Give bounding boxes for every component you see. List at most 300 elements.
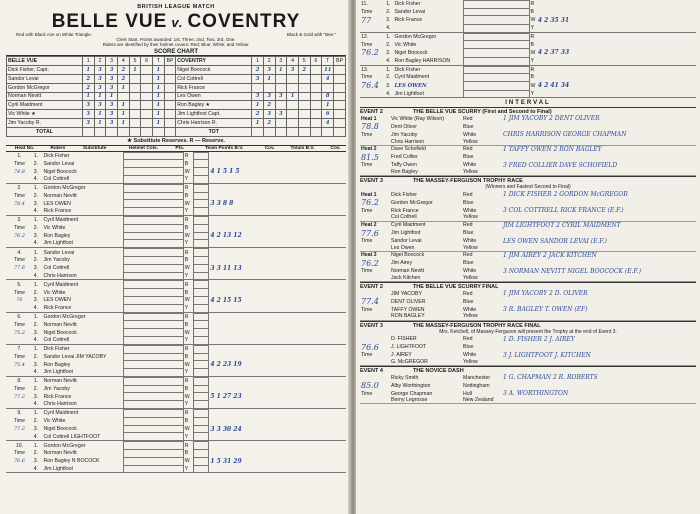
substitute-cell	[124, 281, 184, 289]
substitute-cell	[463, 33, 529, 41]
helmet-colour: B	[184, 160, 189, 167]
event-rider-name: Fred Collier	[391, 154, 418, 161]
heat-number: 6.	[17, 313, 22, 320]
points-cell	[193, 168, 209, 176]
home-team-label: BELLE VUE	[7, 57, 83, 66]
gate-number: 1.	[33, 281, 39, 288]
heat-result-note	[209, 160, 346, 168]
helmet-colour: R	[530, 66, 535, 73]
home-score-cell: 3	[106, 66, 118, 75]
away-score-cell	[287, 110, 299, 119]
event-rider-name: JIM YACOBY	[391, 290, 422, 297]
heat-result-note: 4 2 37 33	[537, 49, 570, 57]
event-heat	[360, 252, 696, 282]
gate-number: 3.	[386, 17, 391, 24]
rider-name: Jim Lightfoot	[43, 369, 73, 376]
home-score-cell	[141, 110, 153, 119]
heat-rider-row	[6, 336, 346, 344]
time-label: Time	[13, 353, 25, 360]
gate-number: 2.	[33, 353, 39, 360]
event-rider-row	[360, 259, 696, 268]
away-score-cell	[298, 118, 310, 127]
gate-number: 1.	[386, 66, 391, 73]
heat-result-note	[209, 208, 346, 216]
event-header	[360, 176, 696, 184]
heat-rider-row	[6, 240, 346, 248]
event-rider-row	[360, 153, 696, 162]
event-result: LES OWEN SANDOR LEVAI (E.F.)	[503, 237, 607, 245]
event-heat-label: Heat 1	[361, 191, 377, 198]
heat-table-header	[6, 145, 346, 152]
away-score-cell	[298, 110, 310, 119]
event-rider-colour: Blue	[463, 298, 474, 305]
time-label: Time	[13, 160, 25, 167]
heat-time: 76	[16, 297, 23, 304]
heat-result-note	[209, 313, 346, 321]
heat-result-note	[209, 184, 346, 192]
event-header	[360, 366, 696, 374]
event-rider-colour: Yellow	[463, 138, 478, 145]
away-col-6: 6	[310, 57, 322, 66]
heat-time: 75.4	[13, 361, 25, 368]
gate-number: 1.	[33, 185, 39, 192]
event-rider-row	[360, 306, 696, 313]
away-col-4: 4	[287, 57, 299, 66]
heat-rider-row	[6, 192, 346, 200]
heat-spacer	[360, 138, 390, 145]
event-rider-name: Nigel Boocock	[391, 252, 425, 259]
heat-spacer	[6, 304, 33, 312]
event-rider-colour: Blue	[463, 123, 474, 130]
heat-result-note	[209, 289, 346, 297]
away-score-cell	[287, 101, 299, 110]
event-rider-row	[360, 229, 696, 238]
total-cell	[334, 127, 346, 136]
event-rider-row	[360, 131, 696, 138]
heat-spacer	[6, 369, 33, 377]
away-score-cell	[298, 75, 310, 84]
away-col-BP: BP	[334, 57, 346, 66]
event-result	[502, 122, 696, 131]
event-rider-name: DENT OLIVER	[391, 298, 426, 305]
home-score-cell	[129, 75, 141, 84]
event-heat-time: 76.6	[361, 342, 379, 352]
event-rider-colour: White	[463, 306, 477, 313]
away-score-cell	[334, 92, 346, 101]
substitute-cell	[124, 465, 184, 473]
heat-rider-row	[6, 216, 346, 224]
home-score-cell	[164, 118, 176, 127]
event-rider-row	[360, 245, 696, 252]
event-rider-name: Col Cottrell	[391, 214, 417, 221]
helmet-colour: B	[184, 192, 189, 199]
time-label: Time	[13, 450, 25, 457]
heat-spacer	[360, 214, 390, 221]
points-cell	[193, 272, 209, 280]
event-heat-time: 81.5	[361, 152, 379, 162]
event-result: CHRIS HARRISON GEORGE CHAPMAN	[503, 131, 627, 139]
event-rider-row	[360, 343, 696, 352]
home-score-cell	[141, 83, 153, 92]
heat-rider-row	[6, 361, 346, 369]
away-rider-name: Les Owen	[176, 92, 252, 101]
event-label: EVENT 3	[360, 322, 383, 329]
heat-header-cell: Cov.	[330, 145, 341, 151]
heat-result-note	[209, 304, 346, 312]
time-label: Time	[13, 321, 25, 328]
heat-result-note	[209, 401, 346, 409]
time-label: Time	[361, 352, 373, 359]
time-label: Time	[361, 41, 373, 48]
helmet-colour: W	[184, 232, 190, 239]
away-score-cell: 3	[275, 110, 287, 119]
event-result: 1 JIM AIREY 2 JACK KITCHEN	[503, 251, 597, 259]
gate-number: 1.	[33, 313, 39, 320]
home-score-cell	[129, 92, 141, 101]
event-rider-name: G. McGREGOR	[391, 358, 428, 365]
rider-name	[393, 25, 463, 33]
time-label: Time	[13, 418, 25, 425]
points-cell	[193, 152, 209, 160]
home-score-cell	[129, 101, 141, 110]
event-heat	[360, 146, 696, 176]
home-score-cell: 3	[106, 110, 118, 119]
event-label: EVENT 2	[360, 284, 383, 291]
away-score-cell: 1	[275, 66, 287, 75]
gate-number: 4.	[386, 58, 391, 65]
rider-name: Rick France	[394, 17, 423, 24]
event-rider-row	[360, 122, 696, 131]
helmet-colour: W	[184, 393, 190, 400]
event-rider-colour: Yellow	[463, 244, 478, 251]
heat-block	[6, 152, 346, 184]
heat-result-note	[209, 240, 346, 248]
event-rider-row	[360, 138, 696, 145]
rider-name: Norman Nevitt	[43, 321, 77, 328]
away-score-cell: 3	[252, 92, 264, 101]
heat-header-cell: Pts.	[175, 145, 185, 151]
score-chart-row	[7, 66, 346, 75]
event-rider-name: Jim Lightfoot	[391, 230, 421, 237]
heat-result-note	[209, 465, 346, 473]
gate-number: 2.	[33, 160, 39, 167]
event-rider-name: Ron Bagley	[391, 168, 418, 175]
points-cell	[193, 457, 209, 465]
helmet-colour: R	[184, 249, 189, 256]
helmet-colour: Y	[184, 465, 189, 472]
heat-rider-row	[6, 425, 346, 433]
home-rider-name: Sandor Levai	[7, 75, 83, 84]
substitute-cell	[124, 256, 184, 264]
points-cell	[193, 321, 209, 329]
heat-result-note: 4 2 35 31	[537, 16, 570, 24]
event-rider-colour: Red	[463, 290, 473, 297]
event-heat-label: Heat 1	[361, 115, 377, 122]
heat-result-note	[209, 152, 346, 160]
event-rider-row	[360, 336, 696, 343]
away-score-cell	[334, 83, 346, 92]
heat-result-note	[209, 353, 346, 361]
points-cell	[193, 208, 209, 216]
gate-number: 2.	[33, 257, 39, 264]
event-result	[502, 153, 696, 162]
heat-result-note	[537, 33, 696, 41]
heat-rider-row	[6, 289, 346, 297]
event-result	[502, 381, 696, 390]
score-chart-row	[7, 118, 346, 127]
points-cell	[193, 224, 209, 232]
event-result: 3 NORMAN NEVITT NIGEL BOOCOCK (E.F.)	[503, 267, 642, 275]
away-colours: Black & Gold with "Bee."	[287, 32, 336, 37]
points-cell	[193, 377, 209, 385]
away-col-2: 2	[263, 57, 275, 66]
heat-result-note	[209, 345, 346, 353]
heat-rider-row	[6, 393, 346, 401]
heat-rider-row	[360, 8, 696, 16]
heat-result-note	[537, 25, 696, 33]
event-rider-colour: Manchester	[463, 374, 491, 381]
rider-name: Vic White	[394, 41, 417, 48]
heat-rider-row	[360, 48, 696, 57]
home-score-cell	[164, 83, 176, 92]
rider-name: Cyril Maidment	[43, 410, 79, 417]
home-score-cell	[164, 101, 176, 110]
away-score-cell	[298, 101, 310, 110]
points-cell	[193, 240, 209, 248]
event-result: 1 D. FISHER 2 J. AIREY	[503, 335, 575, 343]
heat-result-note: 4 2 15 15	[210, 296, 242, 304]
home-score-cell: 1	[152, 110, 164, 119]
rider-name: Cyril Maidment	[43, 281, 79, 288]
helmet-colour: Y	[184, 208, 189, 215]
event-label: EVENT 2	[360, 109, 383, 116]
away-rider-name: Nigel Boocock	[176, 66, 252, 75]
event-result: 3 A. WORTHINGTON	[503, 390, 569, 398]
total-cell	[129, 127, 141, 136]
away-score-cell: 6	[322, 110, 334, 119]
total-cell	[252, 127, 264, 136]
heat-time: 77	[361, 15, 372, 25]
heat-block	[6, 184, 346, 216]
home-score-cell: 3	[94, 101, 106, 110]
home-score-cell	[141, 66, 153, 75]
event-subtitle: Mrs. Ketchell, of Massey-Ferguson will present the Trophy at the end of Event 3.	[439, 328, 617, 335]
heat-rider-row	[6, 224, 346, 232]
event-header	[360, 282, 696, 290]
substitute-cell	[124, 313, 184, 321]
rules-text-1: Clerk Start. Points awarded: 1st, Three, 2nd, Two, 3rd, One.	[116, 37, 236, 42]
heat-rider-row	[6, 249, 346, 257]
rider-name: Vic White	[43, 289, 66, 296]
heat-rider-row	[6, 304, 346, 312]
away-score-cell	[310, 92, 322, 101]
away-score-cell: 1	[252, 118, 264, 127]
heat-rider-row	[6, 152, 346, 160]
substitute-cell	[124, 369, 184, 377]
heat-spacer	[6, 272, 33, 280]
heat-result-note	[209, 417, 346, 425]
gate-number: 4.	[33, 401, 39, 408]
time-label: Time	[361, 131, 373, 138]
total-cell	[322, 127, 334, 136]
rider-name: Col Cottrell	[43, 176, 70, 183]
home-score-cell: 1	[152, 75, 164, 84]
helmet-colour: Y	[184, 272, 189, 279]
heat-block	[6, 313, 346, 345]
points-cell	[193, 313, 209, 321]
away-score-cell: 11	[322, 66, 334, 75]
heat-rider-row	[6, 313, 346, 321]
helmet-colour: W	[184, 265, 190, 272]
event-heat	[360, 336, 696, 366]
event-rider-row	[360, 252, 696, 259]
heat-rider-row	[6, 281, 346, 289]
event-result	[502, 169, 696, 176]
heat-header-cell: Totals B.V.	[290, 145, 315, 151]
points-cell	[193, 256, 209, 264]
event-rider-name: RON BAGLEY	[391, 313, 425, 320]
heat-rider-row	[6, 321, 346, 329]
home-score-cell: 1	[94, 110, 106, 119]
heat-number: 8.	[17, 378, 22, 385]
home-score-cell: 1	[129, 66, 141, 75]
score-chart-total-row	[7, 127, 346, 136]
rider-name: Chris Harrison	[43, 272, 77, 279]
event-rider-name: Ricky Smith	[391, 374, 419, 381]
rider-name: Ron Bagley	[43, 361, 71, 368]
event-rider-row	[360, 198, 696, 207]
home-score-cell: 3	[94, 75, 106, 84]
event-label: EVENT 3	[360, 178, 383, 185]
event-header	[360, 107, 696, 115]
substitute-cell	[124, 410, 184, 418]
away-score-cell	[298, 92, 310, 101]
heat-result-note	[209, 216, 346, 224]
rider-name: Nigel Boocock	[43, 168, 77, 175]
event-rider-row	[360, 169, 696, 176]
interval-label: INTERVAL	[505, 100, 551, 107]
gate-number: 1.	[33, 346, 39, 353]
gate-number: 2.	[386, 74, 391, 81]
event-rider-colour: Red	[463, 115, 473, 122]
heat-result-note	[537, 57, 696, 65]
rider-name: Norman Nevitt	[43, 192, 77, 199]
substitute-cell	[124, 249, 184, 257]
event-result	[502, 245, 696, 252]
event-rider-colour: Red	[463, 336, 473, 343]
rider-name: Col Cottrell	[43, 265, 70, 272]
home-score-cell	[141, 92, 153, 101]
away-score-cell: 1	[287, 92, 299, 101]
event-rider-row	[360, 275, 696, 282]
event-rider-name: George Chapman	[391, 390, 433, 397]
total-cell	[298, 127, 310, 136]
score-chart-header-row	[7, 57, 346, 66]
heat-rider-row	[6, 168, 346, 176]
substitute-cell	[124, 457, 184, 465]
points-cell	[193, 385, 209, 393]
event-rider-colour: White	[463, 207, 477, 214]
heat-rider-row	[6, 417, 346, 425]
helmet-colour: B	[184, 450, 189, 457]
substitute-cell	[124, 425, 184, 433]
home-score-cell	[164, 75, 176, 84]
points-cell	[193, 336, 209, 344]
rider-name: Sandor Levai	[43, 249, 75, 256]
event-label: EVENT 4	[360, 368, 383, 375]
event-rider-name: Dent Oliver	[391, 123, 417, 130]
heat-block	[6, 345, 346, 377]
event-heat	[360, 222, 696, 252]
rider-name: Col Cottrell	[43, 337, 70, 344]
away-score-cell	[310, 101, 322, 110]
time-label: Time	[13, 225, 25, 232]
gate-number: 1.	[33, 410, 39, 417]
away-rider-name: Jim Lightfoot Capt.	[176, 110, 252, 119]
gate-number: 3.	[33, 393, 39, 400]
gate-number: 4.	[33, 304, 39, 311]
points-cell	[193, 353, 209, 361]
event-rider-row	[360, 238, 696, 245]
away-score-cell: 2	[263, 118, 275, 127]
heat-number: 4.	[17, 249, 22, 256]
event-rider-colour: Blue	[463, 230, 474, 237]
points-cell	[193, 289, 209, 297]
tot-label: TOT	[176, 127, 252, 136]
heat-time: 75.2	[13, 329, 25, 336]
heat-rider-row	[6, 401, 346, 409]
event-rider-colour: New Zealand	[463, 397, 494, 404]
away-score-cell	[298, 83, 310, 92]
total-cell	[164, 127, 176, 136]
gate-number: 4.	[33, 240, 39, 247]
time-label: Time	[361, 268, 373, 275]
home-col-3: 3	[106, 57, 118, 66]
points-cell	[193, 410, 209, 418]
heat-rider-row	[6, 264, 346, 272]
helmet-colour: R	[184, 378, 189, 385]
heat-block	[6, 377, 346, 409]
helmet-colour: Y	[530, 90, 534, 97]
substitute-cell	[124, 216, 184, 224]
event-result: 1 G. CHAPMAN 2 R. ROBERTS	[503, 374, 598, 382]
points-cell	[193, 216, 209, 224]
event-heat-time: 76.2	[361, 258, 379, 268]
heat-result-note	[209, 321, 346, 329]
event-rider-name: J. AIREY	[391, 352, 412, 359]
event-heat-time: 77.6	[361, 228, 379, 238]
event-rider-colour: Yellow	[463, 275, 478, 282]
event-rider-colour: White	[463, 238, 477, 245]
heat-rider-row	[360, 57, 696, 65]
substitute-cell	[124, 168, 184, 176]
heat-time: 76.6	[13, 458, 25, 465]
event-heat-label: Heat 2	[361, 146, 377, 153]
rider-name: Norman Nevitt	[43, 378, 77, 385]
home-score-cell: 1	[152, 118, 164, 127]
helmet-colour: R	[184, 217, 189, 224]
event-result: 1 JIM YACOBY 2 D. OLIVER	[503, 290, 588, 298]
time-label: Time	[361, 162, 373, 169]
event-title: THE MASSEY-FERGUSON TROPHY RACE FINAL	[412, 322, 541, 329]
rider-name: Vic White	[43, 225, 66, 232]
event-rider-colour: Yellow	[463, 313, 478, 320]
heat-rider-row	[6, 369, 346, 377]
gate-number: 1.	[33, 378, 39, 385]
away-rider-name: Col Cottrell	[176, 75, 252, 84]
substitute-cell	[124, 336, 184, 344]
rider-name: Jim Lightfoot	[394, 90, 424, 97]
